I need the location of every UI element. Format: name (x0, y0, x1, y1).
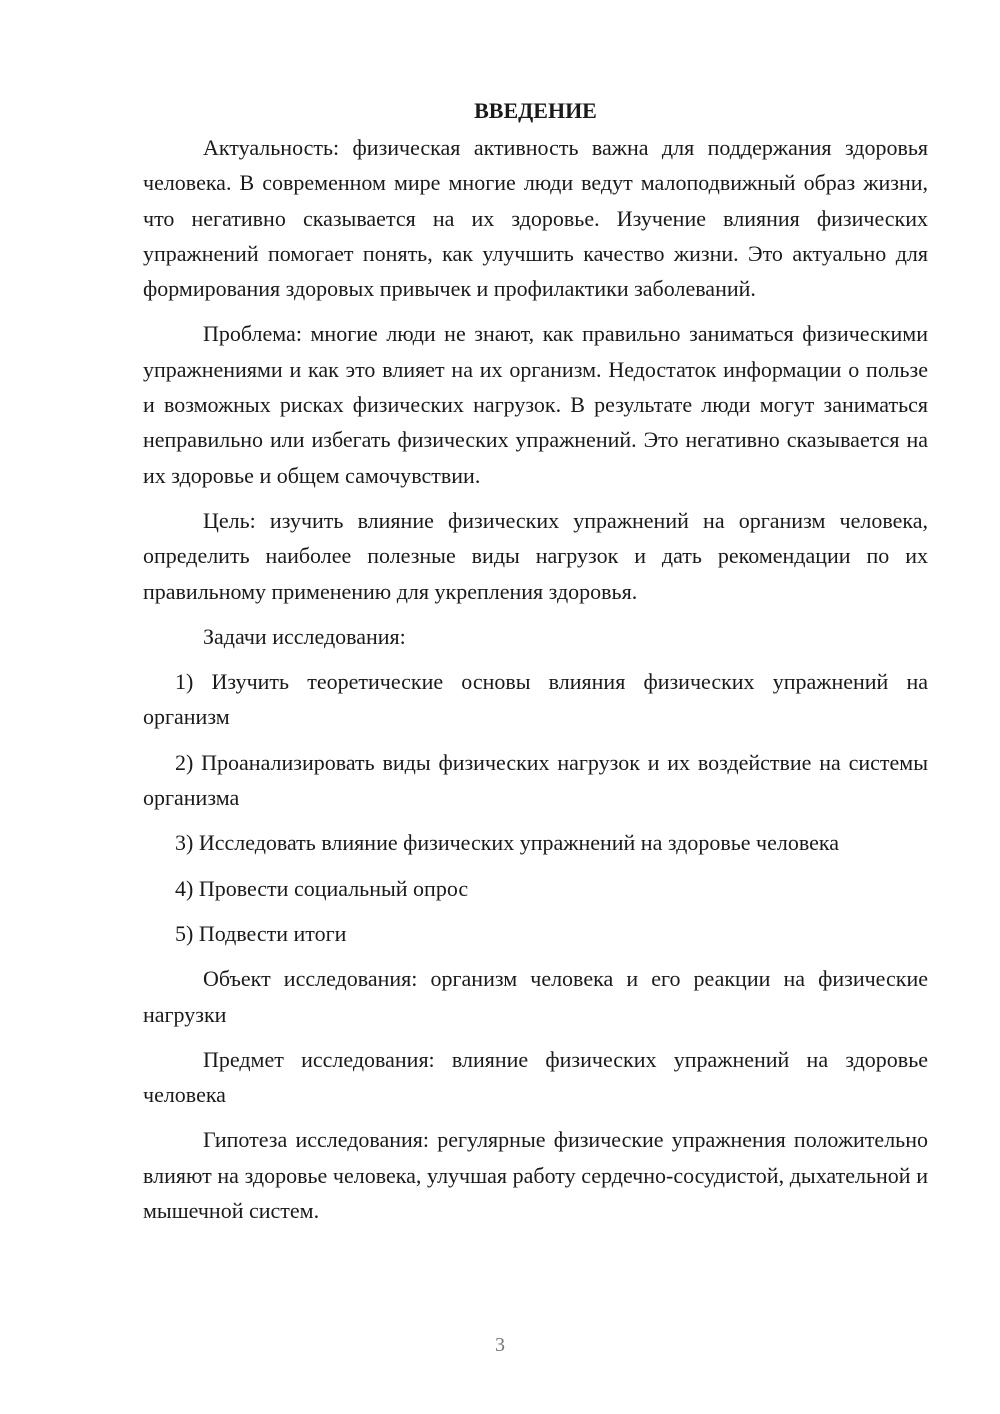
document-page (143, 96, 928, 1238)
problem-paragraph: Проблема: многие люди не знают, как правильно заниматься физическими упражнениями и как это влияет на их организм. Недостаток информации о пользе и возможных рисках физических нагрузок. В результате люди могут заниматься неправильно или избегать физических упражнений. Это негативно сказывается на их здоровье и общем самочувствии. (143, 321, 928, 488)
task-item: 1) Изучить теоретические основы влияния физических упражнений на организм (143, 669, 928, 730)
page-title: ВВЕДЕНИЕ (474, 98, 597, 123)
task-item: 4) Провести социальный опрос (175, 875, 469, 901)
object-paragraph: Объект исследования: организм человека и его реакции на физические нагрузки (143, 966, 928, 1027)
page-number: 3 (495, 1334, 505, 1356)
task-item: 2) Проанализировать виды физических нагрузок и их воздействие на системы организма (143, 749, 928, 811)
task-item: 5) Подвести итоги (175, 920, 347, 946)
relevance-paragraph: Актуальность: физическая активность важна для поддержания здоровья человека. В современном мире многие люди ведут малоподвижный образ жизни, что негативно сказывается на их здоровье. Изучение влияния физических упражнений помогает понять, как улучшить качество жизни. Это актуально для формирования здоровых привычек и профилактики заболеваний. (143, 135, 928, 302)
tasks-heading: Задачи исследования: (203, 623, 406, 649)
subject-paragraph: Предмет исследования: влияние физических упражнений на здоровье человека (143, 1046, 928, 1108)
goal-paragraph: Цель: изучить влияние физических упражнений на организм человека, определить наиболее полезные виды нагрузок и дать рекомендации по их правильному применению для укрепления здоровья. (143, 507, 928, 604)
hypothesis-paragraph: Гипотеза исследования: регулярные физические упражнения положительно влияют на здоровье человека, улучшая работу сердечно-сосудистой, дыхательной и мышечной систем. (143, 1127, 928, 1224)
task-item: 3) Исследовать влияние физических упражнений на здоровье человека (175, 830, 839, 856)
